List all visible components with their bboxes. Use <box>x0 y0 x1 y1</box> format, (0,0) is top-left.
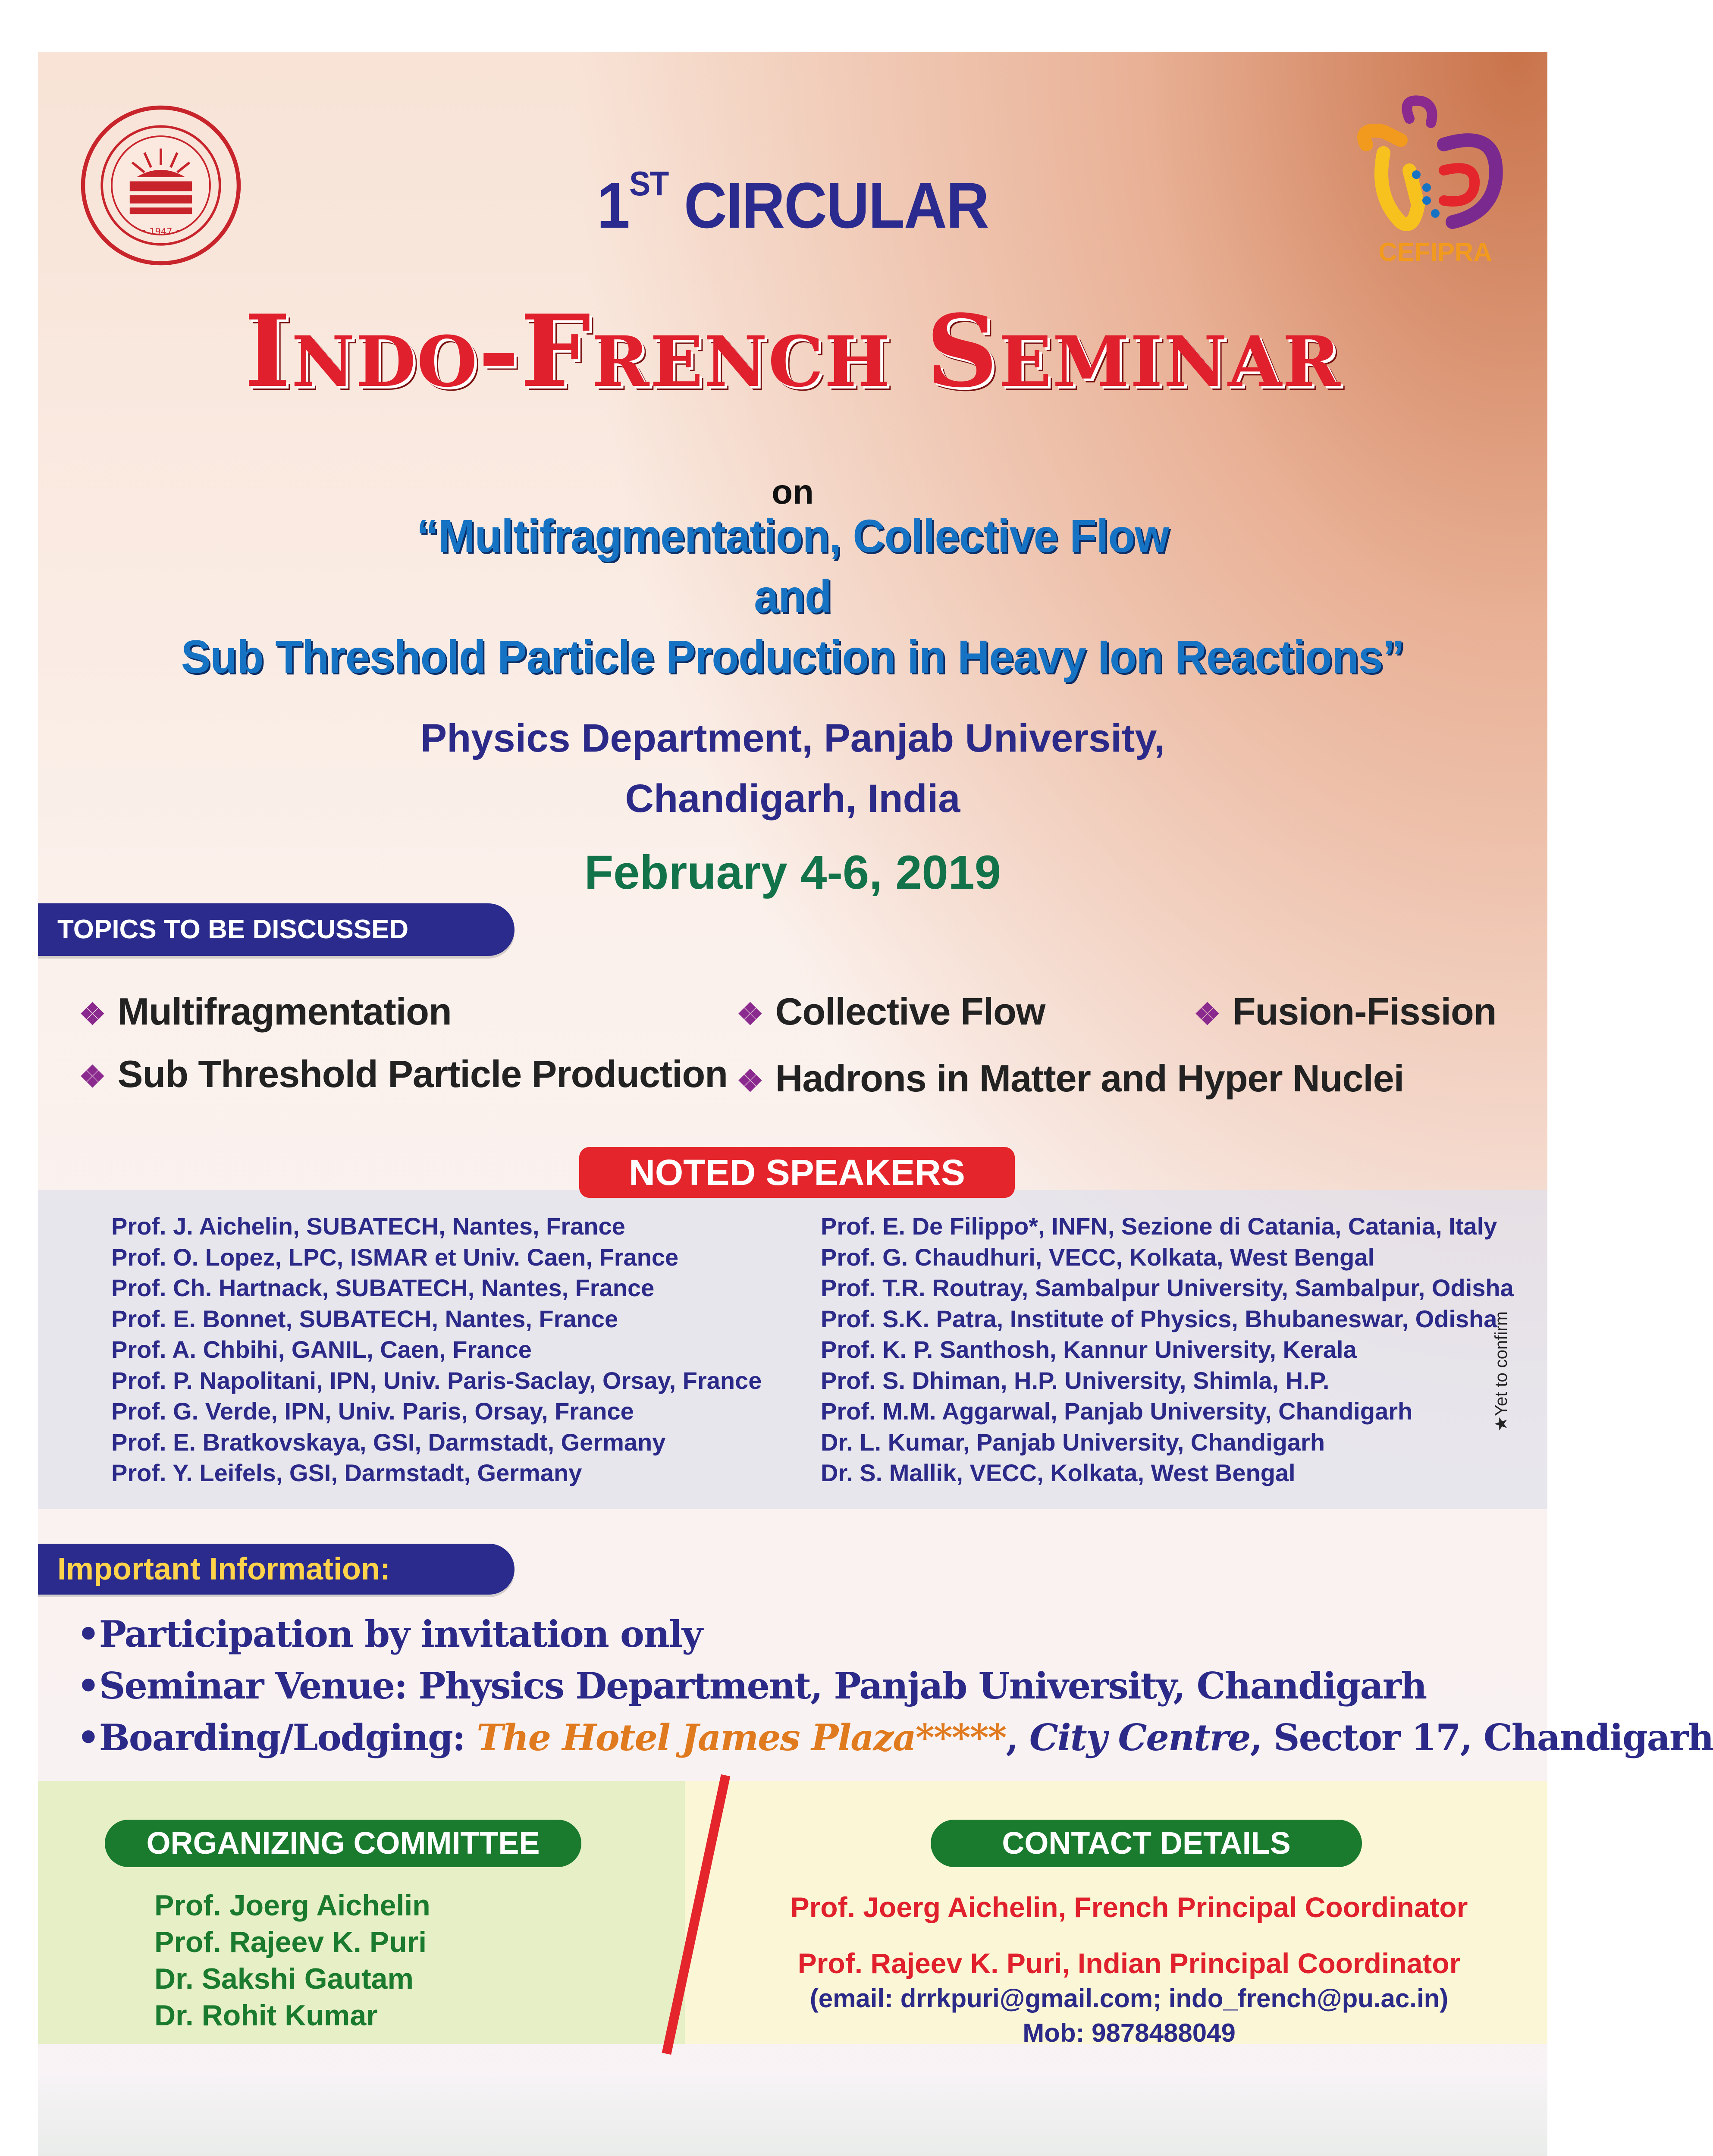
seminar-topic-line-3: Sub Threshold Particle Production in Heavy Ion Reactions” <box>181 630 1405 683</box>
speaker-item: Dr. L. Kumar, Panjab University, Chandigarh <box>821 1428 1325 1456</box>
circular-word: CIRCULAR <box>684 169 988 241</box>
contact-mobile: Mob: 9878488049 <box>1023 2018 1236 2047</box>
seminar-topic-line-2: and <box>754 570 831 622</box>
topic-item: ❖ Sub Threshold Particle Production <box>79 1053 728 1095</box>
speaker-item: Prof. G. Verde, IPN, Univ. Paris, Orsay, France <box>111 1398 634 1425</box>
info-participation: •Participation by invitation only <box>77 1613 702 1655</box>
speakers-right-column <box>821 1211 1514 1489</box>
yet-to-confirm-note: ★Yet to confirm <box>1492 1311 1511 1432</box>
info-venue: •Seminar Venue: Physics Department, Panjab University, Chandigarh <box>77 1664 1427 1707</box>
contact-french-coordinator: Prof. Joerg Aichelin, French Principal Coordinator <box>790 1891 1468 1923</box>
diamond-bullet-icon: ❖ <box>79 997 106 1031</box>
seminar-date: February 4-6, 2019 <box>584 846 1001 899</box>
speakers-heading: NOTED SPEAKERS <box>579 1147 1015 1198</box>
speaker-item: Prof. T.R. Routray, Sambalpur University, Sambalpur, Odisha <box>821 1274 1514 1301</box>
speaker-item: Prof. P. Napolitani, IPN, Univ. Paris-Saclay, Orsay, France <box>111 1366 762 1394</box>
organizer-name: Dr. Rohit Kumar <box>154 1999 378 2032</box>
hotel-name: The Hotel James Plaza***** <box>477 1716 1006 1759</box>
contact-email: (email: drrkpuri@gmail.com; indo_french@pu.ac.in) <box>809 1984 1449 2013</box>
diamond-bullet-icon: ❖ <box>737 1064 763 1098</box>
speaker-item: Prof. E. Bratkovskaya, GSI, Darmstadt, Germany <box>111 1428 666 1456</box>
seminar-title: Indo-French Seminar <box>244 293 1341 410</box>
info-boarding: •Boarding/Lodging: The Hotel James Plaza*****, City Centre, Sector 17, Chandigarh <box>77 1716 1713 1759</box>
topic-item: ❖ Fusion-Fission <box>1194 990 1497 1033</box>
speaker-item: Prof. M.M. Aggarwal, Panjab University, Chandigarh <box>821 1398 1413 1425</box>
seminar-topic-line-1: “Multifragmentation, Collective Flow <box>416 510 1169 562</box>
organizer-name: Prof. Rajeev K. Puri <box>154 1926 427 1959</box>
on-text: on <box>772 473 814 511</box>
footer <box>38 2074 1547 2156</box>
organizer-name: Dr. Sakshi Gautam <box>154 1962 414 1995</box>
circular-sup: ST <box>629 164 668 203</box>
speaker-item: Prof. S. Dhiman, H.P. University, Shimla, H.P. <box>821 1366 1330 1394</box>
speaker-item: Prof. E. Bonnet, SUBATECH, Nantes, France <box>111 1305 618 1332</box>
speakers-left-column <box>111 1211 762 1489</box>
diamond-bullet-icon: ❖ <box>79 1060 106 1094</box>
diamond-bullet-icon: ❖ <box>737 997 763 1031</box>
speaker-item: Prof. Ch. Hartnack, SUBATECH, Nantes, France <box>111 1274 655 1301</box>
speaker-item: Prof. O. Lopez, LPC, ISMAR et Univ. Caen, France <box>111 1243 679 1271</box>
speaker-item: Prof. S.K. Patra, Institute of Physics, Bhubaneswar, Odisha <box>821 1305 1497 1332</box>
cefipra-label: CEFIPRA <box>1378 238 1492 266</box>
diamond-bullet-icon: ❖ <box>1194 997 1220 1031</box>
topic-item: ❖ Multifragmentation <box>79 990 452 1033</box>
speaker-item: Prof. E. De Filippo*, INFN, Sezione di Catania, Catania, Italy <box>821 1213 1497 1240</box>
venue-line-1: Physics Department, Panjab University, <box>420 716 1165 760</box>
speaker-item: Prof. G. Chaudhuri, VECC, Kolkata, West Bengal <box>821 1243 1375 1271</box>
topic-item: ❖ Hadrons in Matter and Hyper Nuclei <box>737 1057 1404 1100</box>
contact-indian-coordinator: Prof. Rajeev K. Puri, Indian Principal Coordinator <box>797 1947 1461 1979</box>
speaker-item: Dr. S. Mallik, VECC, Kolkata, West Bengal <box>821 1459 1296 1486</box>
topic-item: ❖ Collective Flow <box>737 990 1045 1033</box>
contact-heading: CONTACT DETAILS <box>931 1820 1362 1867</box>
topics-heading: TOPICS TO BE DISCUSSED <box>38 903 515 956</box>
speaker-item: Prof. K. P. Santhosh, Kannur University, Kerala <box>821 1336 1357 1363</box>
important-info-heading: Important Information: <box>38 1544 515 1595</box>
svg-text:• 1947 •: • 1947 • <box>141 226 181 237</box>
venue-line-2: Chandigarh, India <box>625 777 960 821</box>
circular-heading <box>98 164 1487 243</box>
speaker-item: Prof. Y. Leifels, GSI, Darmstadt, Germany <box>111 1459 582 1486</box>
speaker-item: Prof. A. Chbihi, GANIL, Caen, France <box>111 1336 532 1363</box>
organizer-name: Prof. Joerg Aichelin <box>154 1889 430 1922</box>
poster <box>38 52 1713 2156</box>
organizing-heading: ORGANIZING COMMITTEE <box>105 1820 581 1867</box>
circular-number: 1 <box>597 169 630 241</box>
speaker-item: Prof. J. Aichelin, SUBATECH, Nantes, France <box>111 1213 625 1240</box>
